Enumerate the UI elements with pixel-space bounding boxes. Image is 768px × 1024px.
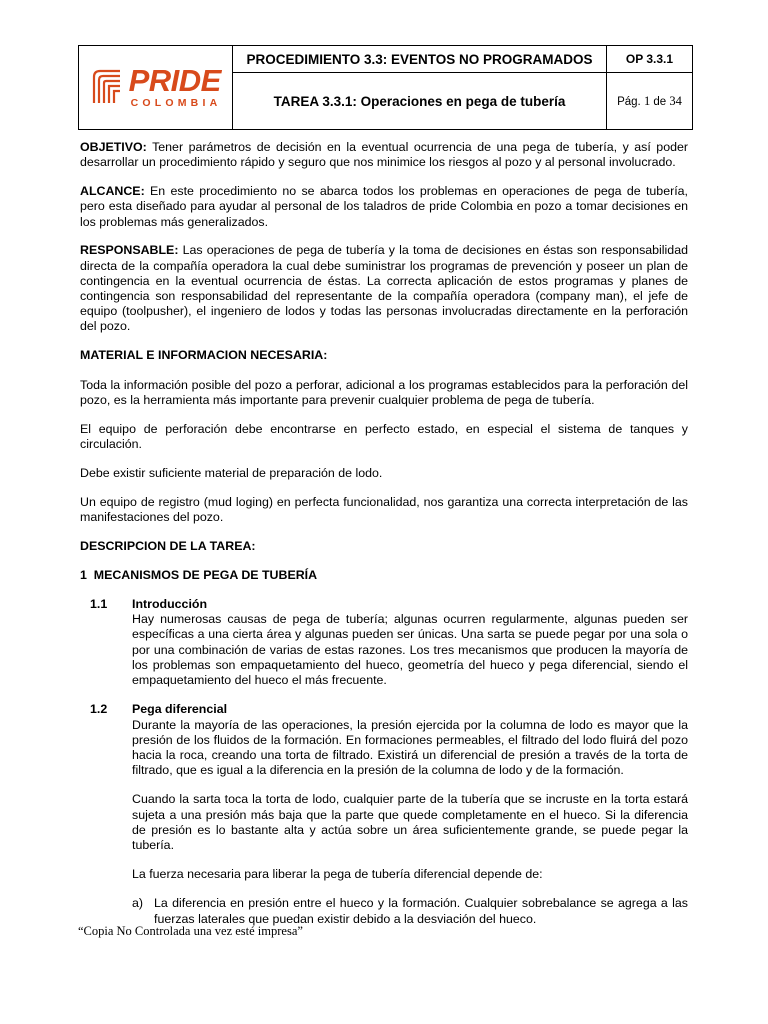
page-current: 1 [643, 93, 651, 108]
subsection-title: Introducción [132, 597, 208, 612]
objective-label: OBJETIVO: [80, 140, 147, 154]
task-title: TAREA 3.3.1: Operaciones en pega de tubería [233, 73, 607, 130]
subsection-text: Durante la mayoría de las operaciones, la presión ejercida por la columna de lodo es mayor que la presión de los fluidos de la formación. En formaciones permeables, el filtrado del lodo fluirá del pozo hacia la roca, creando una torta de filtrado. Existirá un diferencial de presión a través de la torta de filtrado, que es igual a la diferencia en la presión de la columna de lodo y de la formación. [132, 717, 688, 778]
scope-paragraph [80, 184, 688, 230]
page-indicator [607, 73, 693, 130]
responsible-text: Las operaciones de pega de tubería y la toma de decisiones en éstas son responsabilidad directa de la compañía operadora la cual debe suministrar los programas de prevención y poseer un plan de contingencia en la eventual ocurrencia de éstas. La correcta aplicación de estos programas y planes de contingencia son responsabilidad del representante de la compañía operadora (company man), el jefe de equipo (toolpusher), el ingeniero de lodos y todas las personas involucradas directamente en la perforación del pozo. [80, 243, 688, 334]
procedure-title: PROCEDIMIENTO 3.3: EVENTOS NO PROGRAMADOS [233, 46, 607, 73]
document-header [78, 45, 693, 130]
material-paragraph: Un equipo de registro (mud loging) en perfecta funcionalidad, nos garantiza una correcta interpretación de las manifestaciones del pozo. [80, 494, 688, 524]
description-heading: DESCRIPCION DE LA TAREA: [80, 538, 256, 553]
document-code: OP 3.3.1 [607, 46, 693, 73]
material-paragraph: Toda la información posible del pozo a perforar, adicional a los programas establecidos para la perforación del pozo, es la herramienta más importante para prevenir cualquier problema de pega de tubería. [80, 377, 688, 407]
scope-label: ALCANCE: [80, 184, 145, 199]
section-1-heading: 1 MECANISMOS DE PEGA DE TUBERÍA [80, 567, 318, 582]
page-of: de [653, 95, 667, 108]
subsection-1-2 [80, 702, 688, 926]
list-item-text: La diferencia en presión entre el hueco y la formación. Cualquier sobrebalance se agrega a las fuerzas laterales que puedan existir debido a la desviación del hueco. [154, 896, 688, 926]
objective-text: Tener parámetros de decisión en la eventual ocurrencia de una pega de tubería, y así poder desarrollar un procedimiento rápido y seguro que nos minimice los riesgos al pozo y al personal involucrado. [80, 140, 689, 170]
subsection-text: Cuando la sarta toca la torta de lodo, cualquier parte de la tubería que se incruste en la torta estará sujeta a una presión más baja que la parte que quede completamente en el hueco. Si la diferencia de presión es lo bastante alta y actúa sobre un área suficientemente grande, se puede pegar la tubería. [132, 792, 688, 852]
subsection-1-1 [80, 597, 688, 688]
subsection-text: La fuerza necesaria para liberar la pega de tubería diferencial depende de: [132, 867, 543, 882]
subsection-number: 1.2 [90, 702, 108, 717]
pride-emblem-icon [90, 67, 124, 105]
logo-cell [79, 46, 233, 130]
material-paragraph: El equipo de perforación debe encontrarse en perfecto estado, en especial el sistema de tanques y circulación. [80, 421, 688, 451]
footer-note: “Copia No Controlada una vez esté impresa” [78, 924, 303, 938]
responsible-paragraph [80, 243, 688, 334]
logo-brand-text: PRIDE [128, 62, 221, 98]
page-total: 34 [669, 93, 682, 108]
material-heading: MATERIAL E INFORMACION NECESARIA: [80, 348, 328, 363]
scope-text: En este procedimiento no se abarca todos los problemas en operaciones de pega de tubería, pero esta diseñado para ayudar al personal de los taladros de pride Colombia en pozo a tomar decisiones en los problemas más generalizados. [80, 184, 688, 229]
responsible-label: RESPONSABLE: [80, 243, 179, 258]
subsection-number: 1.1 [90, 597, 108, 612]
document-body [80, 140, 688, 941]
pride-colombia-logo [90, 62, 222, 109]
objective-paragraph [80, 140, 688, 170]
material-paragraph: Debe existir suficiente material de preparación de lodo. [80, 465, 383, 480]
page-label: Pág. [617, 95, 641, 108]
subsection-text: Hay numerosas causas de pega de tubería; algunas ocurren regularmente, algunas pueden ser específicas a una cierta área y algunas pueden ser únicas. Una sarta se puede pegar por una sola o por una combinación de varias de estas razones. Los tres mecanismos que producen la mayoría de los problemas son empaquetamiento del hueco, geometría del hueco y pega diferencial, siendo el empaquetamiento del hueco el más frecuente. [132, 612, 688, 688]
list-item-label: a) [132, 896, 144, 911]
logo-sub-text: COLOMBIA [130, 96, 222, 109]
list-item [132, 896, 688, 926]
subsection-title: Pega diferencial [132, 702, 228, 717]
